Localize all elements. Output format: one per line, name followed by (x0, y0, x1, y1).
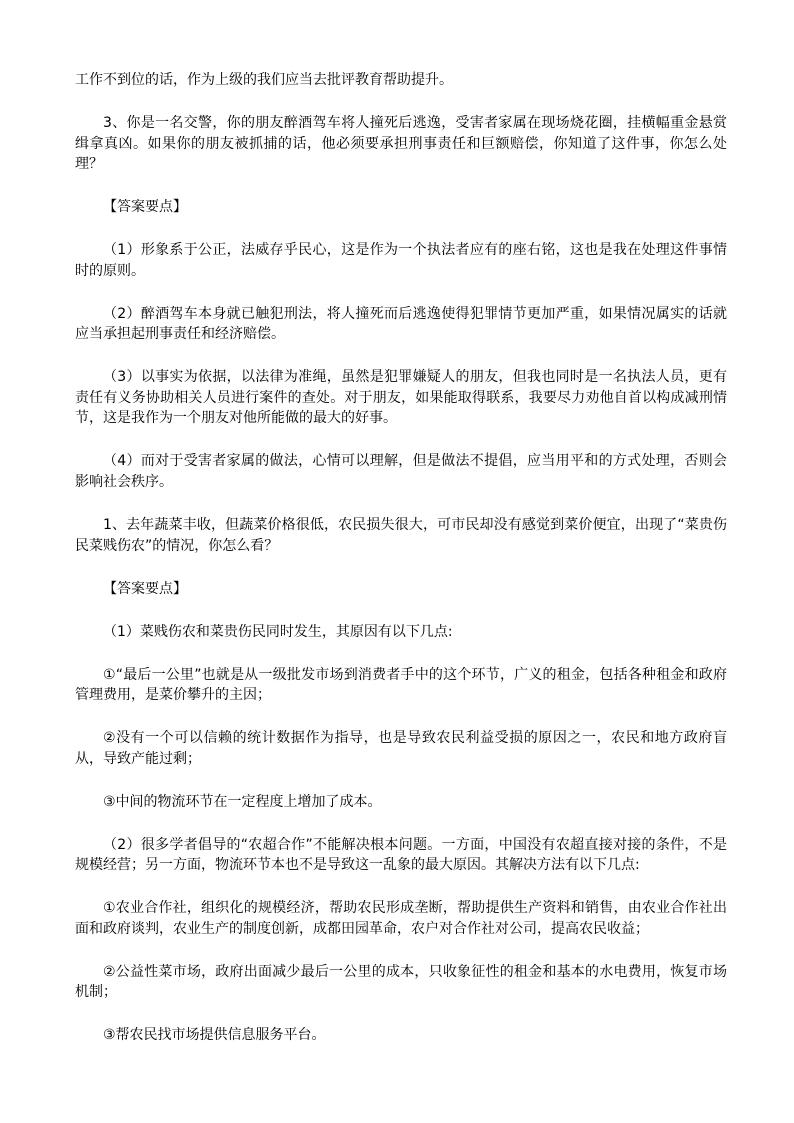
question-3: 3、你是一名交警，你的朋友醉酒驾车将人撞死后逃逸，受害者家属在现场烧花圈，挂横幅重金悬赏缉拿真凶。如果你的朋友被抓捕的话，他必须要承担刑事责任和巨额赔偿，你知道了这件事，你怎么处理？ (75, 114, 727, 173)
answer-subpoint: ②公益性菜市场，政府出面减少最后一公里的成本，只收象征性的租金和基本的水电费用，恢复市场机制； (75, 963, 727, 1001)
answer-subpoint: ③中间的物流环节在一定程度上增加了成本。 (103, 793, 382, 810)
answer-point: （1）菜贱伤农和菜贵伤民同时发生，其原因有以下几点: (103, 623, 453, 640)
answer-subpoint: ①农业合作社，组织化的规模经济，帮助农民形成垄断，帮助提供生产资料和销售，由农业合作社出面和政府谈判，农业生产的制度创新，成都田园革命，农户对合作社对公司，提高农民收益； (75, 900, 727, 937)
question-1: 1、去年蔬菜丰收，但蔬菜价格很低，农民损失很大，可市民却没有感觉到菜价便宜，出现了“菜贵伤民菜贱伤农”的情况，你怎么看？ (75, 517, 727, 554)
answer-point: （2）醉酒驾车本身就已触犯刑法，将人撞死而后逃逸使得犯罪情节更加严重，如果情况属实的话就应当承担起刑事责任和经济赔偿。 (75, 305, 727, 343)
paragraph-continuation: 工作不到位的话，作为上级的我们应当去批评教育帮助提升。 (75, 72, 453, 88)
answer-subpoint: ③帮农民找市场提供信息服务平台。 (103, 1027, 326, 1044)
answer-heading: 【答案要点】 (103, 580, 187, 597)
answer-heading: 【答案要点】 (103, 199, 187, 216)
document-page (75, 70, 727, 1068)
answer-point: （2）很多学者倡导的“农超合作”不能解决根本问题。一方面，中国没有农超直接对接的条件，不是规模经营；另一方面，物流环节本也不是导致这一乱象的最大原因。其解决方法有以下几点: (75, 836, 727, 874)
answer-subpoint: ①“最后一公里”也就是从一级批发市场到消费者手中的这个环节，广义的租金，包括各种租金和政府管理费用，是菜价攀升的主因； (75, 666, 727, 704)
answer-subpoint: ②没有一个可以信赖的统计数据作为指导，也是导致农民利益受损的原因之一，农民和地方政府盲从，导致产能过剩； (75, 730, 727, 767)
answer-point: （3）以事实为依据，以法律为准绳，虽然是犯罪嫌疑人的朋友，但我也同时是一名执法人员，更有责任有义务协助相关人员进行案件的查处。对于朋友，如果能取得联系，我要尽力劝他自首以构成减刑情节，这是我作为一个朋友对他所能做的最大的好事。 (75, 369, 727, 427)
answer-point: （4）而对于受害者家属的做法，心情可以理解，但是做法不提倡，应当用平和的方式处理，否则会影响社会秩序。 (75, 453, 727, 491)
answer-point: （1）形象系于公正，法威存乎民心，这是作为一个执法者应有的座右铭，这也是我在处理这件事情时的原则。 (75, 242, 727, 279)
